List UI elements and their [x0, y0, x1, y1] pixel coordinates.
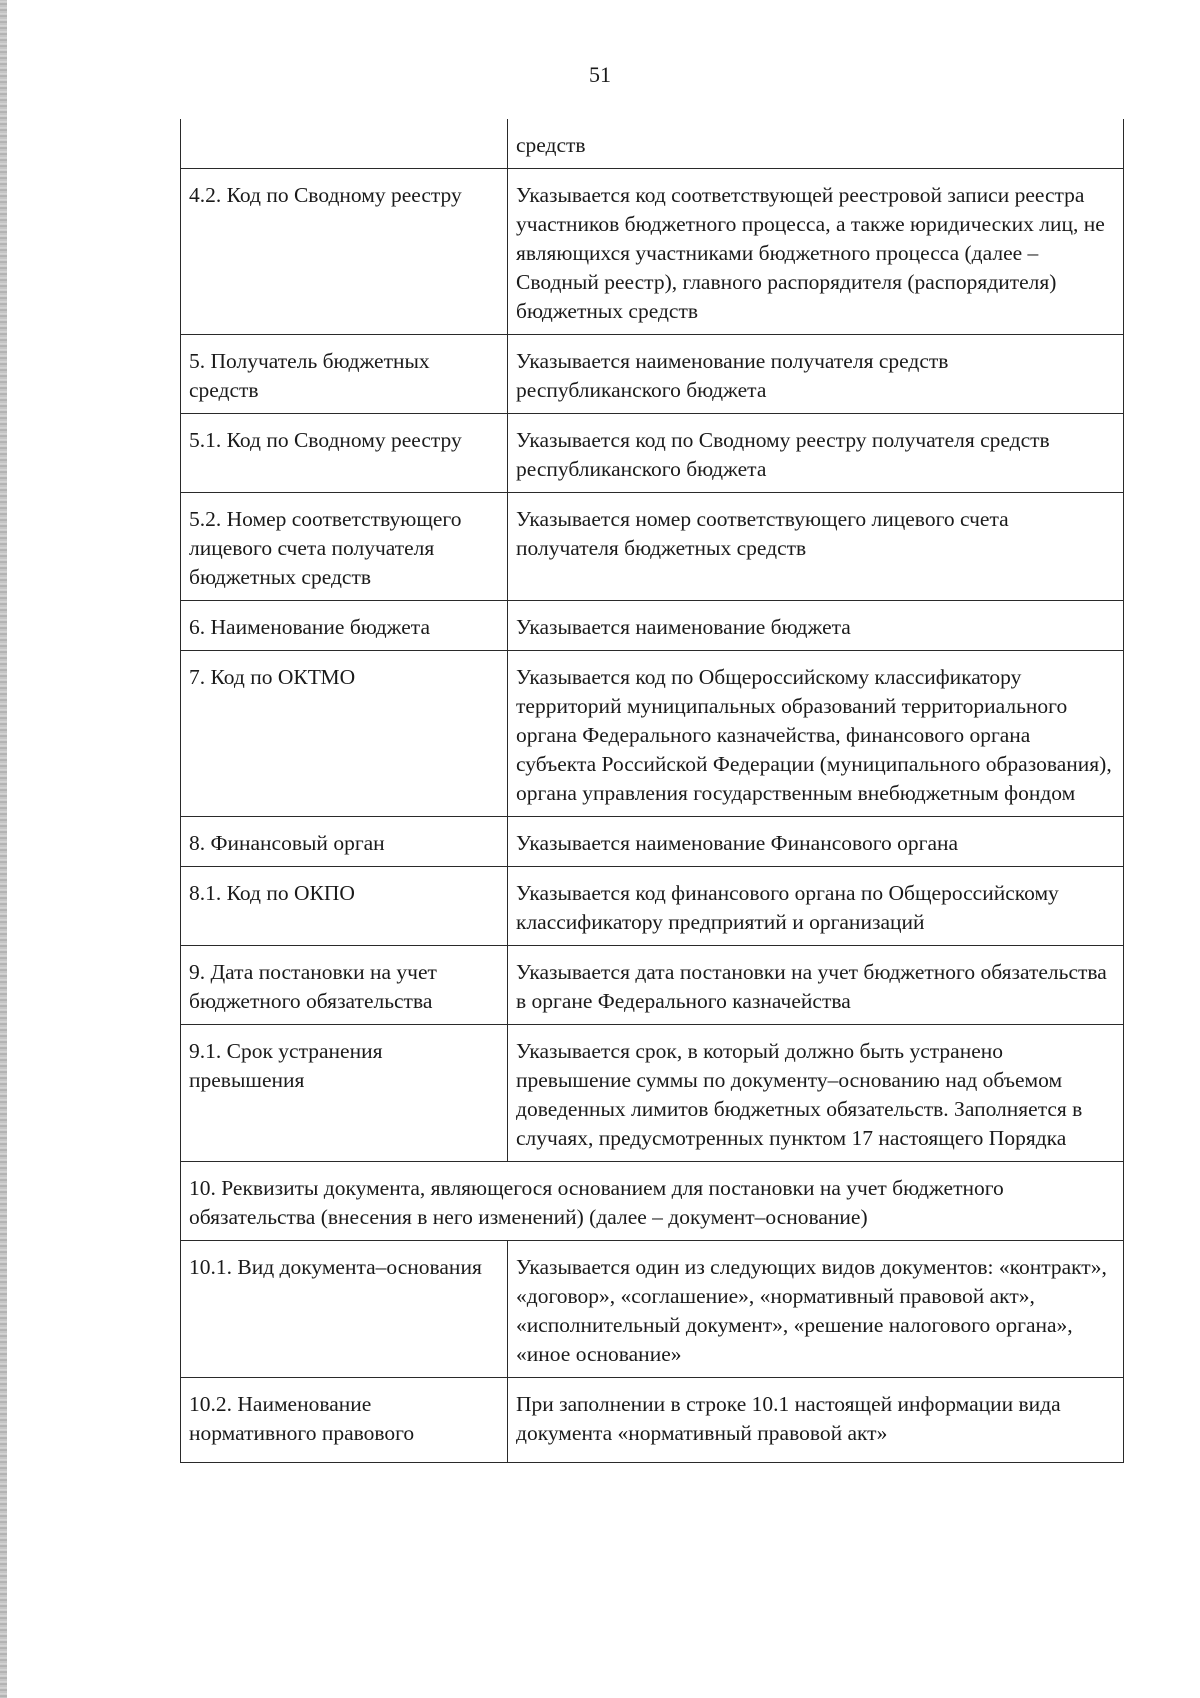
table-row — [181, 493, 1124, 601]
page-number: 51 — [589, 62, 611, 87]
field-description-cell: Указывается срок, в который должно быть устранено превышение суммы по документу–основанию над объемом доведенных лимитов бюджетных обязательств. Заполняется в случаях, предусмотренных пунктом 17 настоящего Порядка — [508, 1025, 1124, 1162]
field-description-cell: Указывается код соответствующей реестровой записи реестра участников бюджетного процесса, а также юридических лиц, не являющихся участниками бюджетного процесса (далее – Сводный реестр), главного распорядителя (распорядителя) бюджетных средств — [508, 169, 1124, 335]
requisites-table — [180, 119, 1124, 1463]
table-row — [181, 1241, 1124, 1378]
field-description-cell: Указывается дата постановки на учет бюджетного обязательства в органе Федерального казначейства — [508, 946, 1124, 1025]
scan-left-edge — [0, 0, 7, 1698]
section-heading-row — [181, 1162, 1124, 1241]
field-description-cell: Указывается один из следующих видов документов: «контракт», «договор», «соглашение», «нормативный правовой акт», «исполнительный документ», «решение налогового органа», «иное основание» — [508, 1241, 1124, 1378]
field-description-cell: средств — [508, 119, 1124, 169]
field-name-cell: 9. Дата постановки на учет бюджетного обязательства — [181, 946, 508, 1025]
table-row — [181, 817, 1124, 867]
table-row — [181, 414, 1124, 493]
field-name-cell: 5.2. Номер соответствующего лицевого счета получателя бюджетных средств — [181, 493, 508, 601]
table-row — [181, 946, 1124, 1025]
field-name-cell: 6. Наименование бюджета — [181, 601, 508, 651]
field-name-cell: 7. Код по ОКТМО — [181, 651, 508, 817]
table-row — [181, 169, 1124, 335]
field-name-cell — [181, 119, 508, 169]
field-name-cell: 8.1. Код по ОКПО — [181, 867, 508, 946]
field-name-cell: 8. Финансовый орган — [181, 817, 508, 867]
field-description-cell: Указывается наименование бюджета — [508, 601, 1124, 651]
table-row — [181, 867, 1124, 946]
section-heading-cell: 10. Реквизиты документа, являющегося основанием для постановки на учет бюджетного обязательства (внесения в него изменений) (далее – документ–основание) — [181, 1162, 1124, 1241]
table-row — [181, 601, 1124, 651]
field-name-cell: 10.2. Наименование нормативного правового — [181, 1378, 508, 1463]
field-name-cell: 10.1. Вид документа–основания — [181, 1241, 508, 1378]
table-row — [181, 1378, 1124, 1463]
field-name-cell: 5.1. Код по Сводному реестру — [181, 414, 508, 493]
table-row — [181, 335, 1124, 414]
table-row — [181, 119, 1124, 169]
field-name-cell: 5. Получатель бюджетных средств — [181, 335, 508, 414]
field-description-cell: Указывается код финансового органа по Общероссийскому классификатору предприятий и организаций — [508, 867, 1124, 946]
field-description-cell: Указывается номер соответствующего лицевого счета получателя бюджетных средств — [508, 493, 1124, 601]
field-description-cell: Указывается код по Общероссийскому классификатору территорий муниципальных образований территориального органа Федерального казначейства, финансового органа субъекта Российской Федерации (муниципального образования), органа управления государственным внебюджетным фондом — [508, 651, 1124, 817]
table-row — [181, 1025, 1124, 1162]
field-description-cell: Указывается наименование получателя средств республиканского бюджета — [508, 335, 1124, 414]
field-description-cell: Указывается наименование Финансового органа — [508, 817, 1124, 867]
field-name-cell: 4.2. Код по Сводному реестру — [181, 169, 508, 335]
field-description-cell: При заполнении в строке 10.1 настоящей информации вида документа «нормативный правовой акт» — [508, 1378, 1124, 1463]
field-description-cell: Указывается код по Сводному реестру получателя средств республиканского бюджета — [508, 414, 1124, 493]
table-row — [181, 651, 1124, 817]
field-name-cell: 9.1. Срок устранения превышения — [181, 1025, 508, 1162]
